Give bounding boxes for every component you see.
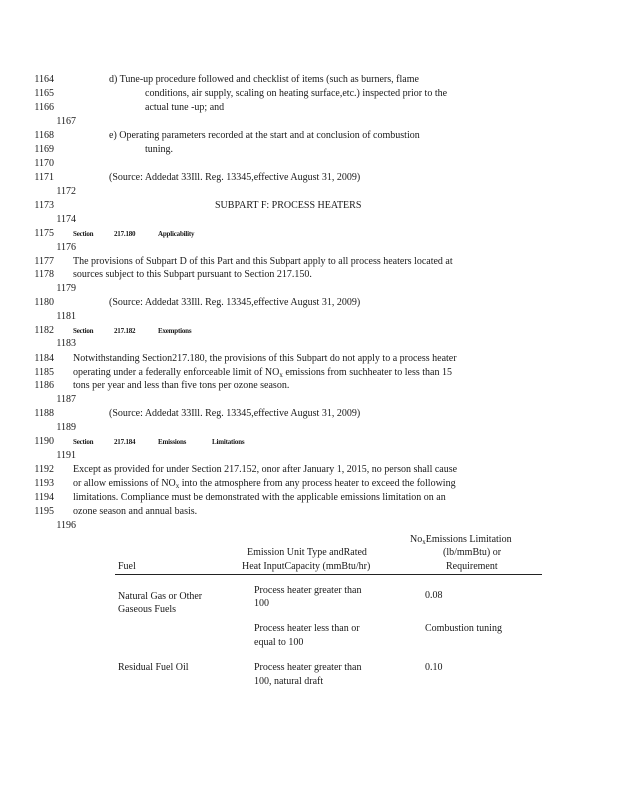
table-cell-unit: Process heater greater than xyxy=(254,585,362,596)
line-number: 1174 xyxy=(56,214,76,225)
paragraph-line: Notwithstanding Section217.180, the provisions of this Subpart do not apply to a process heater xyxy=(73,353,457,364)
line-number: 1182 xyxy=(34,325,54,336)
line-number: 1180 xyxy=(34,297,54,308)
section-label: Section xyxy=(73,230,94,238)
line-number: 1196 xyxy=(56,520,76,531)
paragraph-line: The provisions of Subpart D of this Part and this Subpart apply to all process heaters located at xyxy=(73,256,453,267)
line-number: 1173 xyxy=(34,200,54,211)
line-number: 1192 xyxy=(34,464,54,475)
table-header-limit: Requirement xyxy=(446,561,498,572)
item-d-line: actual tune -up; and xyxy=(145,102,225,113)
table-cell-limit: 0.10 xyxy=(425,662,443,673)
item-e-line: tuning. xyxy=(145,144,174,155)
item-d-line: conditions, air supply, scaling on heating surface,etc.) inspected prior to the xyxy=(145,88,448,99)
line-number: 1165 xyxy=(34,88,54,99)
paragraph-line: operating under a federally enforceable limit of $NO_x$ emissions from suchheater to less than 15 xyxy=(73,367,452,379)
paragraph-line: tons per year and less than five tons per ozone season. xyxy=(73,380,290,391)
line-number: 1195 xyxy=(34,506,54,517)
section-number: 217.182 xyxy=(114,327,136,335)
paragraph-line: Except as provided for under Section 217.152, onor after January 1, 2015, no person shall cause xyxy=(73,464,458,475)
table-header-limit: $No_xEmissions$ Limitation xyxy=(410,534,512,546)
line-number: 1172 xyxy=(56,186,76,197)
table-cell-unit: Process heater greater than xyxy=(254,662,362,673)
item-d-line: d) Tune-up procedure followed and checklist of items (such as burners, flame xyxy=(109,74,419,85)
section-title: Limitations xyxy=(212,438,245,446)
line-number: 1183 xyxy=(56,338,76,349)
source-note: (Source: Addedat 33Ill. Reg. 13345,effective August 31, 2009) xyxy=(109,408,361,419)
section-label: Section xyxy=(73,438,94,446)
line-number: 1179 xyxy=(56,283,76,294)
line-number: 1168 xyxy=(34,130,54,141)
table-cell-unit: equal to 100 xyxy=(254,637,304,648)
table-header-rule xyxy=(115,574,542,575)
source-note: (Source: Addedat 33Ill. Reg. 13345,effective August 31, 2009) xyxy=(109,172,361,183)
section-title: Emissions xyxy=(158,438,187,446)
line-number: 1191 xyxy=(56,450,76,461)
line-number: 1193 xyxy=(34,478,54,489)
line-number: 1169 xyxy=(34,144,54,155)
table-cell-fuel: Residual Fuel Oil xyxy=(118,662,189,673)
paragraph-line: or allow emissions of $NO_x$ into the atmosphere from any process heater to exceed the following xyxy=(73,478,456,490)
table-header-fuel: Fuel xyxy=(118,561,136,572)
line-number: 1177 xyxy=(34,256,54,267)
paragraph-line: sources subject to this Subpart pursuant to Section 217.150. xyxy=(73,269,312,280)
line-number: 1170 xyxy=(34,158,54,169)
section-number: 217.184 xyxy=(114,438,136,446)
paragraph-line: limitations. Compliance must be demonstrated with the applicable emissions limitation on an xyxy=(73,492,446,503)
line-number: 1194 xyxy=(34,492,54,503)
line-number: 1188 xyxy=(34,408,54,419)
table-header-limit: (lb/mmBtu) or xyxy=(443,547,502,558)
line-number: 1185 xyxy=(34,367,54,378)
line-number: 1178 xyxy=(34,269,54,280)
source-note: (Source: Addedat 33Ill. Reg. 13345,effective August 31, 2009) xyxy=(109,297,361,308)
table-cell-unit: 100 xyxy=(254,598,269,609)
table-cell-unit: 100, natural draft xyxy=(254,676,324,687)
line-number: 1187 xyxy=(56,394,76,405)
table-cell-unit: Process heater less than or xyxy=(254,623,360,634)
section-title: Applicability xyxy=(158,230,195,238)
line-number: 1176 xyxy=(56,242,76,253)
table-cell-limit: 0.08 xyxy=(425,590,443,601)
item-e-line: e) Operating parameters recorded at the start and at conclusion of combustion xyxy=(109,130,420,141)
paragraph-line: ozone season and annual basis. xyxy=(73,506,198,517)
line-number: 1189 xyxy=(56,422,76,433)
table-cell-limit: Combustion tuning xyxy=(425,623,502,634)
line-number: 1175 xyxy=(34,228,54,239)
table-header-unit: Emission Unit Type andRated xyxy=(247,547,367,558)
line-number: 1171 xyxy=(34,172,54,183)
table-header-unit: Heat InputCapacity (mmBtu/hr) xyxy=(242,561,371,572)
line-number: 1190 xyxy=(34,436,54,447)
section-label: Section xyxy=(73,327,94,335)
table-cell-fuel: Natural Gas or Other xyxy=(118,591,203,602)
line-number: 1186 xyxy=(34,380,54,391)
line-number: 1181 xyxy=(56,311,76,322)
table-cell-fuel: Gaseous Fuels xyxy=(118,604,177,615)
section-title: Exemptions xyxy=(158,327,192,335)
line-number: 1184 xyxy=(34,353,54,364)
line-number: 1167 xyxy=(56,116,76,127)
line-number: 1166 xyxy=(34,102,54,113)
section-number: 217.180 xyxy=(114,230,136,238)
subpart-heading: SUBPART F: PROCESS HEATERS xyxy=(215,200,362,211)
line-number: 1164 xyxy=(34,74,54,85)
